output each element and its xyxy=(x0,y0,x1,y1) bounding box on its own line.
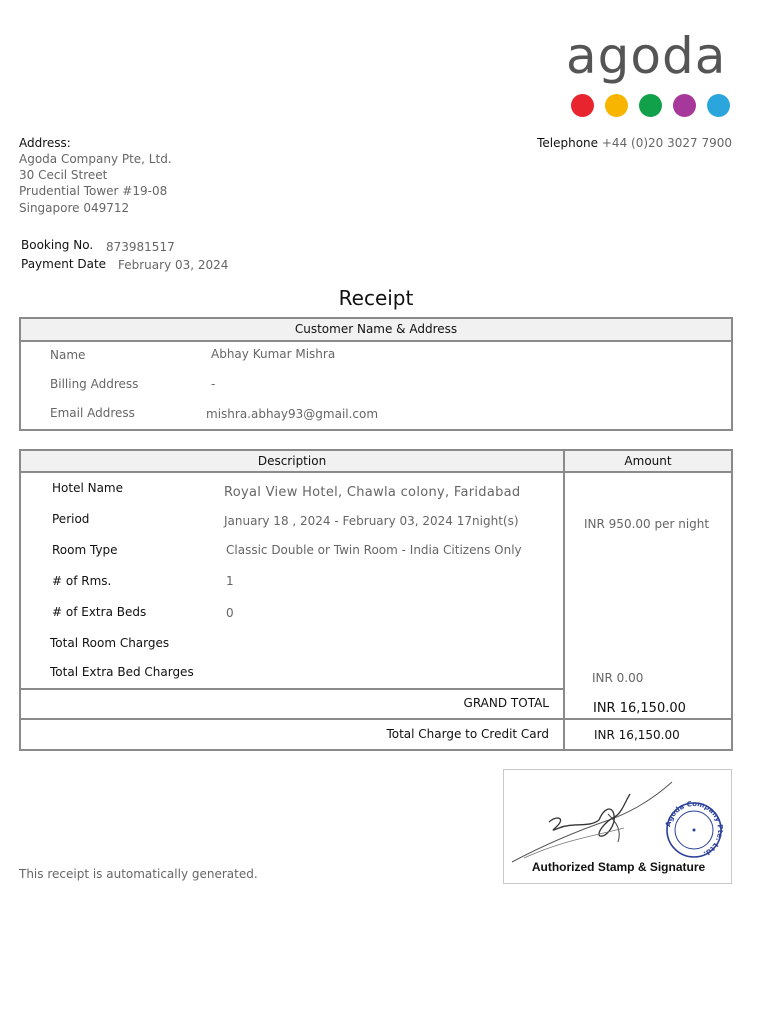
billing-address-label: Billing Address xyxy=(50,377,139,391)
address-line-3: Prudential Tower #19-08 xyxy=(19,184,168,198)
logo-dot-red xyxy=(571,94,594,117)
extra-beds-value: 0 xyxy=(226,606,234,620)
logo-dot-purple xyxy=(673,94,696,117)
period-value: January 18 , 2024 - February 03, 2024 17night(s) xyxy=(224,514,519,528)
customer-name-label: Name xyxy=(50,348,86,362)
total-extra-bed-charges-label: Total Extra Bed Charges xyxy=(50,665,194,679)
credit-card-top-divider xyxy=(21,718,731,720)
stamp-caption: Authorized Stamp & Signature xyxy=(531,860,706,874)
booking-number-label: Booking No. xyxy=(21,238,94,252)
billing-address-value: - xyxy=(211,377,216,391)
email-address-label: Email Address xyxy=(50,406,135,420)
grand-total-top-divider xyxy=(21,688,565,690)
address-line-1: Agoda Company Pte, Ltd. xyxy=(19,152,172,166)
period-label: Period xyxy=(52,512,90,526)
extra-bed-amount: INR 0.00 xyxy=(592,671,644,685)
customer-table-header: Customer Name & Address xyxy=(21,319,731,340)
rooms-count-value: 1 xyxy=(226,574,234,588)
address-label: Address: xyxy=(19,136,71,150)
extra-beds-label: # of Extra Beds xyxy=(52,605,147,619)
customer-name-value: Abhay Kumar Mishra xyxy=(211,347,336,361)
grand-total-value: INR 16,150.00 xyxy=(593,701,686,716)
total-room-charges-label: Total Room Charges xyxy=(50,636,170,650)
seal-text: Agoda Company Pte. Ltd. xyxy=(664,799,725,858)
room-type-value: Classic Double or Twin Room - India Citizens Only xyxy=(226,543,522,557)
page-title: Receipt xyxy=(338,286,414,310)
auto-generated-note: This receipt is automatically generated. xyxy=(19,867,258,881)
email-address-value: mishra.abhay93@gmail.com xyxy=(206,407,379,421)
details-column-divider xyxy=(563,451,565,749)
amount-header: Amount xyxy=(565,451,731,472)
agoda-logo-text: agoda xyxy=(566,27,727,85)
nightly-rate: INR 950.00 per night xyxy=(584,517,710,531)
rooms-count-label: # of Rms. xyxy=(52,574,112,588)
logo-dot-yellow xyxy=(605,94,628,117)
grand-total-label: GRAND TOTAL xyxy=(463,696,549,710)
address-line-2: 30 Cecil Street xyxy=(19,168,108,182)
telephone-value: +44 (0)20 3027 7900 xyxy=(601,136,732,150)
credit-card-total-value: INR 16,150.00 xyxy=(594,728,680,742)
logo-dot-green xyxy=(639,94,662,117)
stamp-signature-box xyxy=(503,769,732,884)
telephone-label: Telephone xyxy=(537,136,599,150)
payment-date-value: February 03, 2024 xyxy=(118,258,229,272)
company-seal xyxy=(664,800,724,858)
customer-header-divider xyxy=(21,340,731,342)
logo-dot-blue xyxy=(707,94,730,117)
description-header: Description xyxy=(21,451,563,472)
address-line-4: Singapore 049712 xyxy=(19,201,130,215)
hotel-name-value: Royal View Hotel, Chawla colony, Faridabad xyxy=(224,485,521,500)
room-type-label: Room Type xyxy=(52,543,118,557)
telephone xyxy=(537,136,732,150)
booking-number-value: 873981517 xyxy=(106,240,175,254)
payment-date-label: Payment Date xyxy=(21,257,107,271)
credit-card-total-label: Total Charge to Credit Card xyxy=(386,727,549,741)
details-header-divider xyxy=(21,471,731,473)
hotel-name-label: Hotel Name xyxy=(52,481,124,495)
